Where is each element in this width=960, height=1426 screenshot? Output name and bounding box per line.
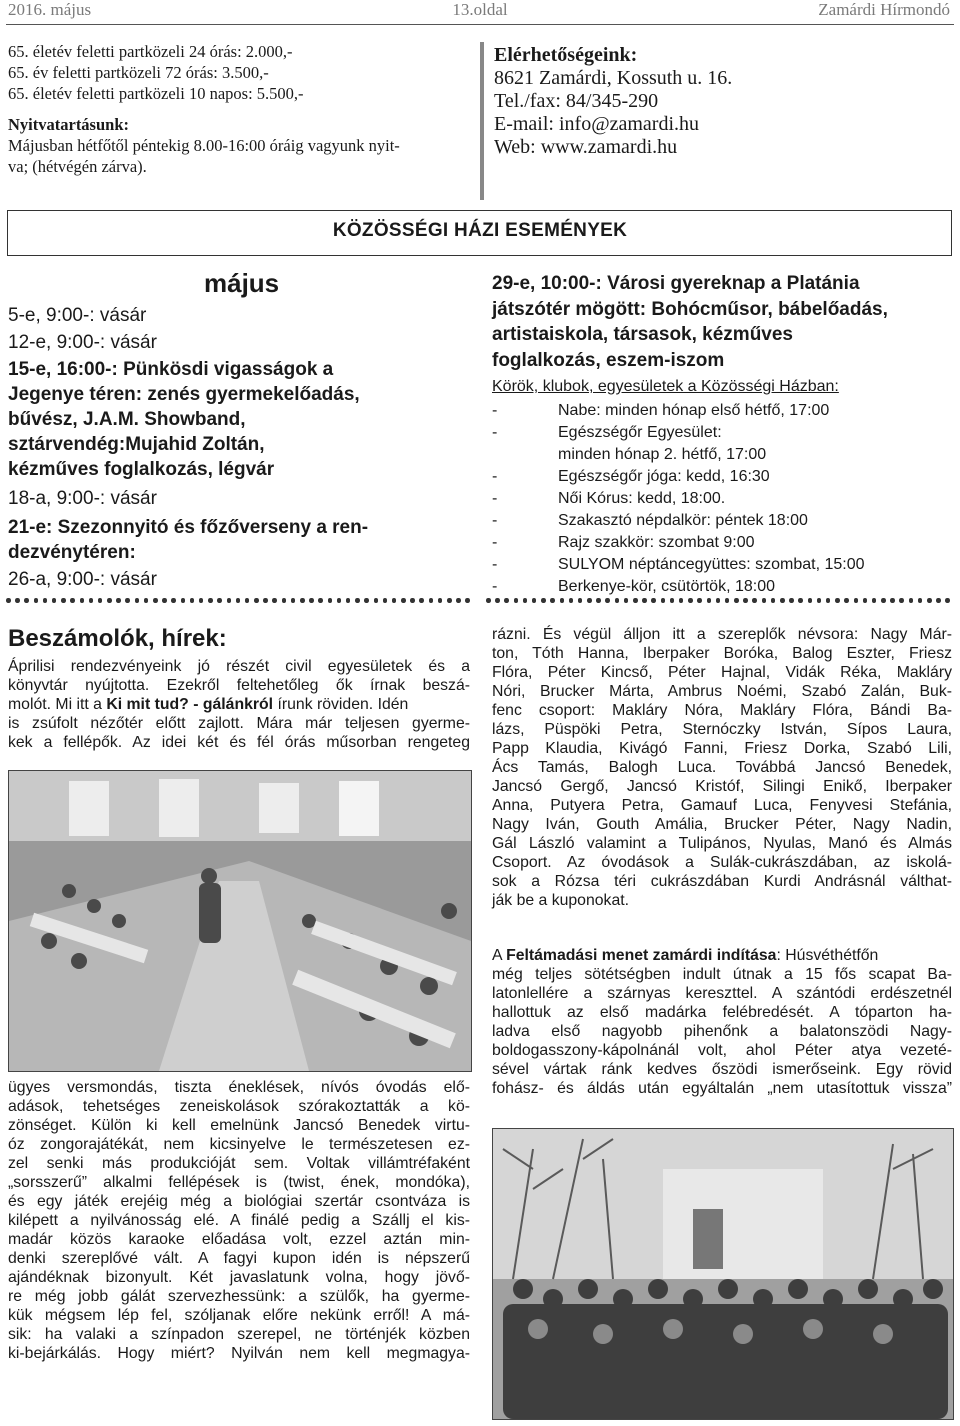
separator-dot xyxy=(374,598,379,603)
header-rule xyxy=(6,24,954,25)
procession-text: A Feltámadási menet zamárdi indítása: Húsvéthétfőn még teljes sötétségben indult útnak a 15 fős scapat Ba- latonlellére a szárnyas kereszttel. A szántódi erdészetnél hallottuk az első madárka felébredését. A tóparton ha- ladva első nagyobb pihenőnk a balatonszödi Nagy- boldogasszony-kápolnánál volt, ahol Péter atya vezeté- sével vártak ránk kedves őszödi ismerőseink. Egy rövid fohász- és áldás után egyáltalán „nem utasítottuk vissza” xyxy=(492,947,952,1097)
separator-dot xyxy=(410,598,415,603)
event-18: 18-a, 9:00-: vásár xyxy=(8,488,157,509)
separator-dot xyxy=(835,598,840,603)
separator-dot xyxy=(532,598,537,603)
separator-dot xyxy=(569,598,574,603)
separator-dot xyxy=(447,598,452,603)
separator-dot xyxy=(679,598,684,603)
separator-dot xyxy=(291,598,296,603)
price-line-1: 65. életév feletti partközeli 24 órás: 2.000,- xyxy=(8,42,293,61)
contact-bar xyxy=(480,42,484,200)
separator-dot xyxy=(190,598,195,603)
separator-dot xyxy=(392,598,397,603)
separator-dot xyxy=(199,598,204,603)
separator-dot xyxy=(438,598,443,603)
event-12: 12-e, 9:00-: vásár xyxy=(8,332,157,353)
separator-dot xyxy=(863,598,868,603)
separator-dot xyxy=(364,598,369,603)
separator-dot xyxy=(716,598,721,603)
clubs-title: Körök, klubok, egyesületek a Közösségi Házban: xyxy=(492,378,839,395)
separator-dot xyxy=(743,598,748,603)
separator-dot xyxy=(734,598,739,603)
separator-dot xyxy=(707,598,712,603)
separator-dot xyxy=(642,598,647,603)
separator-dot xyxy=(227,598,232,603)
separator-dot xyxy=(605,598,610,603)
separator-dot xyxy=(495,598,500,603)
separator-dot xyxy=(587,598,592,603)
separator-dot xyxy=(771,598,776,603)
separator-dot xyxy=(309,598,314,603)
separator-dot xyxy=(15,598,20,603)
contact-phone: Tel./fax: 84/345-290 xyxy=(494,90,659,112)
report-title: Beszámolók, hírek: xyxy=(8,625,227,652)
event-29-line-2: játszótér mögött: Bohócműsor, bábelőadás, xyxy=(492,298,888,320)
separator-dot xyxy=(872,598,877,603)
separator-dot xyxy=(328,598,333,603)
separator-dot xyxy=(135,598,140,603)
separator-dot xyxy=(514,598,519,603)
separator-dot xyxy=(808,598,813,603)
separator-dot xyxy=(670,598,675,603)
separator-dot xyxy=(6,598,11,603)
separator-dot xyxy=(254,598,259,603)
gala-photo xyxy=(8,770,472,1072)
separator-dot xyxy=(615,598,620,603)
separator-dot xyxy=(43,598,48,603)
separator-dot xyxy=(107,598,112,603)
dotted-separator-right xyxy=(486,598,956,610)
separator-dot xyxy=(236,598,241,603)
contact-address: 8621 Zamárdi, Kossuth u. 16. xyxy=(494,67,733,89)
separator-dot xyxy=(826,598,831,603)
separator-dot xyxy=(798,598,803,603)
issue-date: 2016. május xyxy=(8,0,92,19)
event-5: 5-e, 9:00-: vásár xyxy=(8,305,147,326)
separator-dot xyxy=(523,598,528,603)
separator-dot xyxy=(486,598,491,603)
event-15-line-2: Jegenye téren: zenés gyermekelőadás, xyxy=(8,384,360,405)
separator-dot xyxy=(300,598,305,603)
separator-dot xyxy=(909,598,914,603)
contact-title: Elérhetőségeink: xyxy=(494,44,638,66)
separator-dot xyxy=(945,598,950,603)
event-29-line-4: foglalkozás, eszem-iszom xyxy=(492,349,725,371)
separator-dot xyxy=(181,598,186,603)
separator-dot xyxy=(651,598,656,603)
separator-dot xyxy=(419,598,424,603)
separator-dot xyxy=(817,598,822,603)
may-title: május xyxy=(204,268,280,298)
separator-dot xyxy=(153,598,158,603)
separator-dot xyxy=(263,598,268,603)
separator-dot xyxy=(725,598,730,603)
separator-dot xyxy=(697,598,702,603)
event-15-line-3: bűvész, J.A.M. Showband, xyxy=(8,409,246,430)
separator-dot xyxy=(383,598,388,603)
events-title: KÖZÖSSÉGI HÁZI ESEMÉNYEK xyxy=(332,220,628,241)
event-15-line-1: 15-e, 16:00-: Pünkösdi vigasságok a xyxy=(8,359,334,380)
gala-photo-image xyxy=(9,771,471,1071)
names-list: rázni. És végül álljon itt a szereplők névsora: Nagy Már- ton, Tóth Hanna, Iberpaker Boróka, Balog Eszter, Friesz Flóra, Péter Kincső, Péter Hajnal, Vidák Réka, Makláry Nóri, Brucker Márta, Ambrus Noémi, Szabó Zalán, Buk- fenc csoport: Makláry Nóra, Makláry Flóra, Bándi Ba- lázs, Püspöki Petra, Sternóczky István, Sípos Laura, Papp Klaudia, Kivágó Fanni, Friesz Dorka, Szabó Lili, Ács Tamás, Balogh Luca. Továbbá Jancsó Benedek, Jancsó Gergő, Jancsó Kristóf, Silingi Enikő, Iberpaker Anna, Putyera Petra, Gamauf Luca, Fenyvesi Stefánia, Nagy Iván, Gouth Amália, Brucker Péter, Nagy Nadin, Gál László valamint a Tulipános, Nyulas, Manó és Almás Csoport. Az óvodások a Sulák-cukrászdában, az iskolá- sok a Rózsa téri cukrászdában Kurdi Andrásnál válthat- ják be a kuponokat. xyxy=(492,626,952,909)
separator-dot xyxy=(34,598,39,603)
separator-dot xyxy=(208,598,213,603)
separator-dot xyxy=(780,598,785,603)
separator-dot xyxy=(752,598,757,603)
separator-dot xyxy=(927,598,932,603)
report-intro: Áprilisi rendezvényeink jó részét civil egyesületek és a könyvtár nyújtotta. Ezekről feltehetőleg ők írnak beszá- molót. Mi itt a Ki mit tud? - gálánkról írunk röviden. Idén is zsúfolt nézőtér előtt zajlott. Mára már teljesen gyerme- kek a fellépők. Az idei két és fél órás műsorban rengeteg xyxy=(8,658,470,751)
separator-dot xyxy=(429,598,434,603)
separator-dot xyxy=(762,598,767,603)
event-21-line-2: dezvénytéren: xyxy=(8,542,136,563)
separator-dot xyxy=(144,598,149,603)
separator-dot xyxy=(171,598,176,603)
event-29-line-1: 29-e, 10:00-: Városi gyereknap a Platánia xyxy=(492,273,860,294)
separator-dot xyxy=(346,598,351,603)
separator-dot xyxy=(61,598,66,603)
separator-dot xyxy=(661,598,666,603)
separator-dot xyxy=(282,598,287,603)
separator-dot xyxy=(541,598,546,603)
separator-dot xyxy=(688,598,693,603)
separator-dot xyxy=(633,598,638,603)
event-29-line-3: artistaiskola, társasok, kézműves xyxy=(492,324,794,345)
separator-dot xyxy=(89,598,94,603)
separator-dot xyxy=(70,598,75,603)
procession-group-photo xyxy=(492,1128,954,1420)
separator-dot xyxy=(881,598,886,603)
separator-dot xyxy=(844,598,849,603)
separator-dot xyxy=(504,598,509,603)
contact-email: E-mail: info@zamardi.hu xyxy=(494,113,700,135)
event-15-line-5: kézműves foglalkozás, légvár xyxy=(8,459,275,480)
separator-dot xyxy=(560,598,565,603)
separator-dot xyxy=(918,598,923,603)
contact-web: Web: www.zamardi.hu xyxy=(494,136,678,158)
publication-name: Zamárdi Hírmondó xyxy=(818,0,950,19)
separator-dot xyxy=(217,598,222,603)
separator-dot xyxy=(899,598,904,603)
price-line-2: 65. év feletti partközeli 72 órás: 3.500,- xyxy=(8,63,269,82)
separator-dot xyxy=(125,598,130,603)
separator-dot xyxy=(624,598,629,603)
separator-dot xyxy=(52,598,57,603)
report-continued: ügyes versmondás, tiszta éneklések, nívós óvodás elő- adások, tehetséges zeneiskolások szórakoztatták a kö- zönséget. Külön ki kell emelnünk Jancsó Benedek virtu- óz zongorajátékát, nem kicsinyelve le természetesen ez- zel senki más produkcióját sem. Voltak villámtréfaként „sorsszerű” alkalmi fellépések is (twist, ének, mondóka), és egy játék erejéig még a biológiai szertár csontváza is kilépett a nyilvánosság elé. A finálé pedig a Szállj el kis- madár közös karaoke előadása volt, ezzel aztán min- denki szereplővé vált. A fagyi kupon idén is népszerű ajándéknak bizonyult. Két javaslatunk volna, hogy jövő- re még jobb gálát szervezhessünk: a szülők, ha gyerme- kük mégsem lép fel, szóljanak előre nekünk erről! A má- sik: ha valaki a színpadon szerepel, ne történjék közben ki-bejárkálás. Hogy miért? Nyilván nem kell megmagya- xyxy=(8,1079,470,1362)
event-21-line-1: 21-e: Szezonnyitó és főzőverseny a ren- xyxy=(8,517,369,538)
separator-dot xyxy=(456,598,461,603)
separator-dot xyxy=(465,598,470,603)
event-15-line-4: sztárvendég:Mujahid Zoltán, xyxy=(8,434,265,455)
separator-dot xyxy=(936,598,941,603)
event-29 xyxy=(492,271,952,373)
separator-dot xyxy=(337,598,342,603)
separator-dot xyxy=(890,598,895,603)
separator-dot xyxy=(596,598,601,603)
separator-dot xyxy=(401,598,406,603)
event-26: 26-a, 9:00-: vásár xyxy=(8,569,157,590)
price-line-3: 65. életév feletti partközeli 10 napos: 5.500,- xyxy=(8,84,304,103)
separator-dot xyxy=(355,598,360,603)
separator-dot xyxy=(789,598,794,603)
separator-dot xyxy=(318,598,323,603)
separator-dot xyxy=(245,598,250,603)
separator-dot xyxy=(98,598,103,603)
separator-dot xyxy=(80,598,85,603)
separator-dot xyxy=(550,598,555,603)
contact-block xyxy=(494,44,732,159)
opening-title: Nyitvatartásunk: xyxy=(8,115,130,134)
page-number: 13.oldal xyxy=(452,0,508,19)
separator-dot xyxy=(116,598,121,603)
dotted-separator-left xyxy=(6,598,476,610)
separator-dot xyxy=(24,598,29,603)
separator-dot xyxy=(162,598,167,603)
opening-line-1: Májusban hétfőtől péntekig 8.00-16:00 óráig vagyunk nyit- xyxy=(8,136,400,155)
separator-dot xyxy=(578,598,583,603)
procession-photo-image xyxy=(493,1129,953,1419)
opening-line-2: va; (hétvégén zárva). xyxy=(8,157,147,176)
separator-dot xyxy=(854,598,859,603)
separator-dot xyxy=(272,598,277,603)
